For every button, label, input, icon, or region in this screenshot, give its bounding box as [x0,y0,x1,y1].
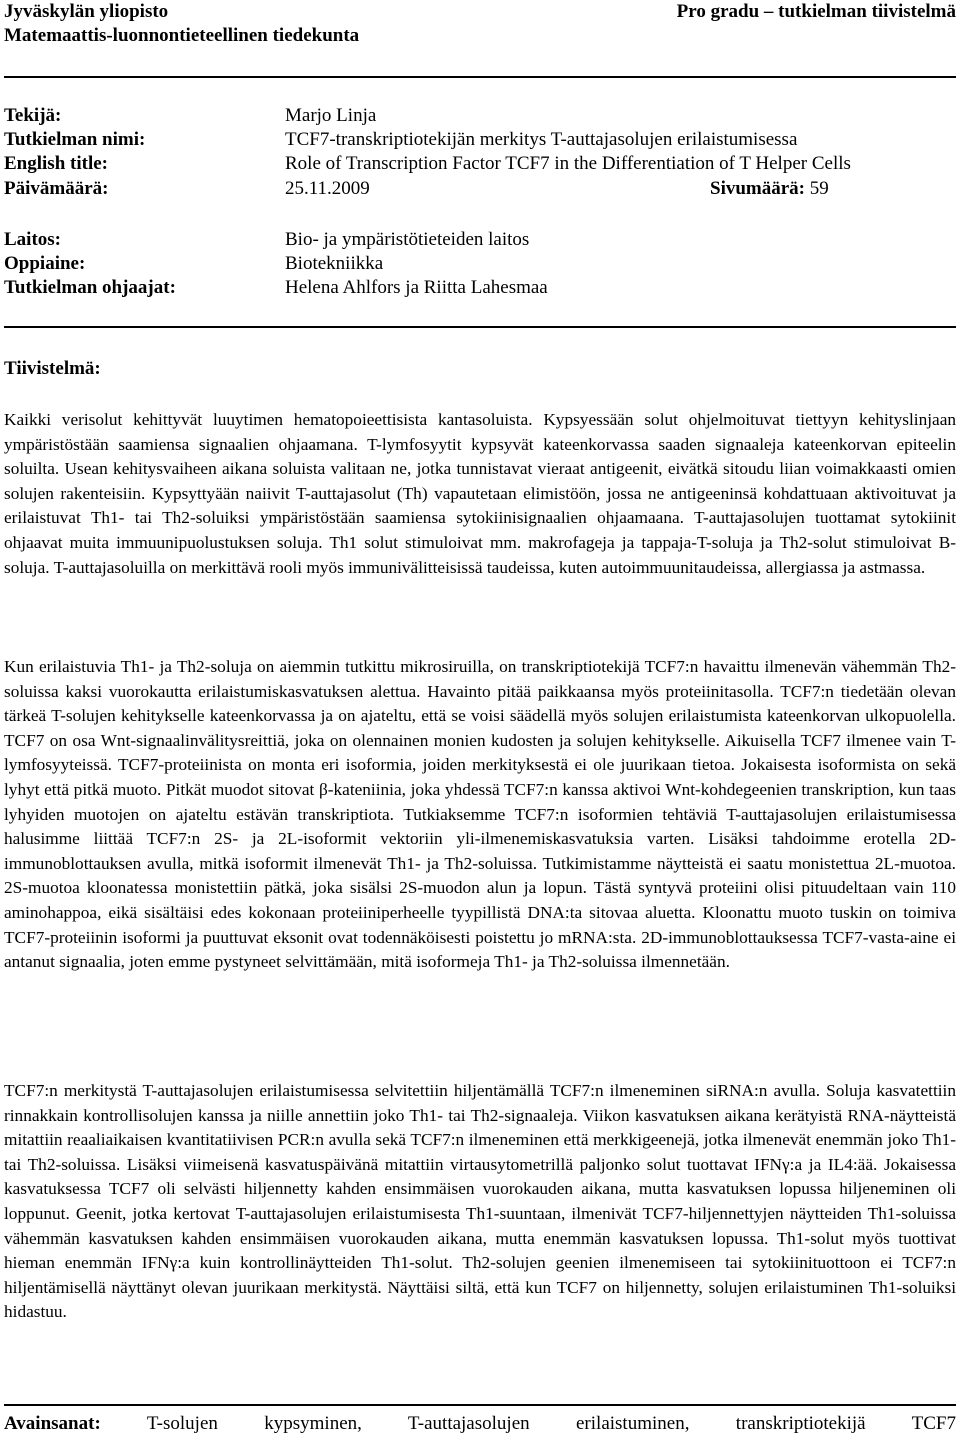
date-label: Päivämäärä: [4,178,109,199]
title-value: TCF7-transkriptiotekijän merkitys T-auttajasolujen erilaistumisessa [285,129,798,150]
keywords-row [4,1412,956,1436]
department-value: Bio- ja ympäristötieteiden laitos [285,229,530,250]
english-title-label: English title: [4,153,108,174]
english-title-value: Role of Transcription Factor TCF7 in the Differentiation of T Helper Cells [285,153,851,174]
page-count [710,177,829,201]
page-count-value: 59 [809,178,829,199]
title-label: Tutkielman nimi: [4,129,146,150]
supervisors-value: Helena Ahlfors ja Riitta Lahesmaa [285,277,548,298]
subject-label: Oppiaine: [4,253,86,274]
keywords-rule [4,1404,956,1406]
faculty-name: Matemaattis-luonnontieteellinen tiedekunta [4,25,360,46]
keywords-label: Avainsanat: [4,1413,101,1434]
supervisors-label: Tutkielman ohjaajat: [4,277,176,298]
keywords-value: T-solujen kypsyminen, T-auttajasolujen erilaistuminen, transkriptiotekijä TCF7 [146,1413,956,1434]
meta-rule [4,326,956,328]
abstract-paragraph-3: TCF7:n merkitystä T-auttajasolujen erilaistumisessa selvitettiin hiljentämällä TCF7:n ilmeneminen siRNA:n avulla. Soluja kasvatettiin rinnakkain kontrollisolujen kanssa ja niille annettiin joko Th1- tai Th2-signaaleja. Viikon kasvatuksen aikana kerätyistä RNA-näytteistä mitattiin reaaliaikaisen kvantitatiivisen PCR:n avulla sekä TCF7:n ilmeneminen että merkkigeenejä, jotka ilmenevät enemmän joko Th1- tai Th2-soluissa. Lisäksi viimeisenä kasvatuspäivänä mitattiin virtausytometrillä paljonko solut tuottavat IFNγ:a ja IL4:ää. Jokaisessa kasvatuksessa TCF7 oli selvästi hiljennetty kahden ensimmäisen vuorokauden aikana, mutta kasvatuksen lopussa hiljeneminen oli loppunut. Geenit, jotka kertovat T-auttajasolujen erilaistumisesta Th1-suuntaan, ilmenivät TCF7-hiljennettyjen näytteiden Th1-soluissa vähemmän kasvatuksen kahden ensimmäisen vuorokauden aikana, mutta enemmän kasvatuksen lopussa. Th1-solut myös tuottivat hieman enemmän IFNγ:a kuin kontrollinäytteiden Th1-solut. Th2-solujen geenien ilmenemiseen tai sytokiinituottoon ei TCF7:n hiljentämisellä näyttänyt olevan juurikaan merkitystä. Näyttäisi siltä, että kun TCF7 on hiljennetty, solujen erilaistuminen Th1-soluiksi hidastuu. [4,1081,956,1322]
page-header [4,0,956,48]
abstract-paragraph-2: Kun erilaistuvia Th1- ja Th2-soluja on aiemmin tutkittu mikrosiruilla, on transkriptiotekijä TCF7:n havaittu ilmenevän vähemmän Th2-soluissa kaksi vuorokautta erilaistumiskasvatuksen alettua. Havainto pitää paikkaansa myös proteiinitasolla. TCF7:n tiedetään olevan tärkeä T-solujen kehitykselle kateenkorvassa ja on ajateltu, että se voisi säädellä myös solujen erilaistumista kateenkorvan ulkopuolella. TCF7 on osa Wnt-signaalinvälitysreittiä, joka on olennainen monien kudosten ja solujen kehitykselle. Aikuisella TCF7 ilmenee vain T-lymfosyyteissä. TCF7-proteiinista on monta eri isoformia, joiden merkityksestä ei ole juurikaan tietoa. Jokaisesta isoformista on sekä lyhyt että pitkä muoto. Pitkät muodot sitovat β-kateniinia, joka yhdessä TCF7:n kanssa aktivoi Wnt-kohdegeenien transkription, kun taas lyhyiden muotojen on ajateltu estävän transkriptiota. Tutkiaksemme TCF7:n isoformien tehtäviä T-auttajasolujen erilaistumisessa halusimme liittää TCF7:n 2S- ja 2L-isoformit vektoriin yli-ilmenemiskasvatuksia varten. Lisäksi tahdoimme erotella 2D-immunoblottauksen avulla, mitkä isoformit ilmenevät Th1- ja Th2-soluissa. Tutkimistamme näytteistä ei saatu monistettua 2L-muotoa. 2S-muotoa kloonatessa monistettiin pätkä, joka sisälsi 2S-muodon alun ja lopun. Tästä syntyvä proteiini olisi pituudeltaan vain 110 aminohappoa, eikä sisältäisi edes kokonaan proteiiniperheelle tyypillistä DNA:ta sitovaa aluetta. Kloonattu muoto tuskin on toimiva TCF7-proteiinin isoformi ja puuttuvat eksonit ovat todennäköisesti poistettu jo mRNA:sta. 2D-immunoblottauksessa TCF7-vasta-aine ei antanut signaalia, joten emme pystyneet selvittämään, mitä isoformeja Th1- ja Th2-soluissa ilmennetään. [4,657,956,972]
author-value: Marjo Linja [285,105,377,126]
date-value: 25.11.2009 [285,178,370,199]
header-rule [4,76,956,78]
page-count-label: Sivumäärä: [710,178,805,199]
abstract-paragraph-1: Kaikki verisolut kehittyvät luuytimen hematopoieettisista kantasoluista. Kypsyessään solut ohjelmoituvat tiettyyn kehityslinjaan ympäristöstään saamiensa signaalien ohjaamana. T-lymfosyytit kypsyvät kateenkorvassa saaden signaaleja kateenkorvan epiteelin soluilta. Usean kehitysvaiheen aikana soluista valitaan ne, jotka tunnistavat vieraat antigeenit, eivätkä sitoudu liian voimakkaasti omien solujen rakenteisiin. Kypsyttyään naiivit T-auttajasolut (Th) vapautetaan elimistöön, jossa ne antigeeninsä kohdattuaan aktivoituvat ja erilaistuvat Th1- tai Th2-soluiksi ympäristöstään saamiensa sytokiinisignaalien ohjaamaana. T-auttajasolujen tuottamat sytokiinit ohjaavat muita immuunipuolustuksen soluja. Th1 solut stimuloivat mm. makrofageja ja tappaja-T-soluja ja Th2-solut stimuloivat B-soluja. T-auttajasoluilla on merkittävä rooli myös immunivälitteisissä taudeissa, kuten autoimmuunitaudeissa, allergiassa ja astmassa. [4,410,956,577]
department-label: Laitos: [4,229,61,250]
author-label: Tekijä: [4,105,62,126]
university-name: Jyväskylän yliopisto [4,1,169,22]
subject-value: Biotekniikka [285,253,384,274]
abstract-heading: Tiivistelmä: [4,358,101,379]
document-type: Pro gradu – tutkielman tiivistelmä [676,1,956,22]
